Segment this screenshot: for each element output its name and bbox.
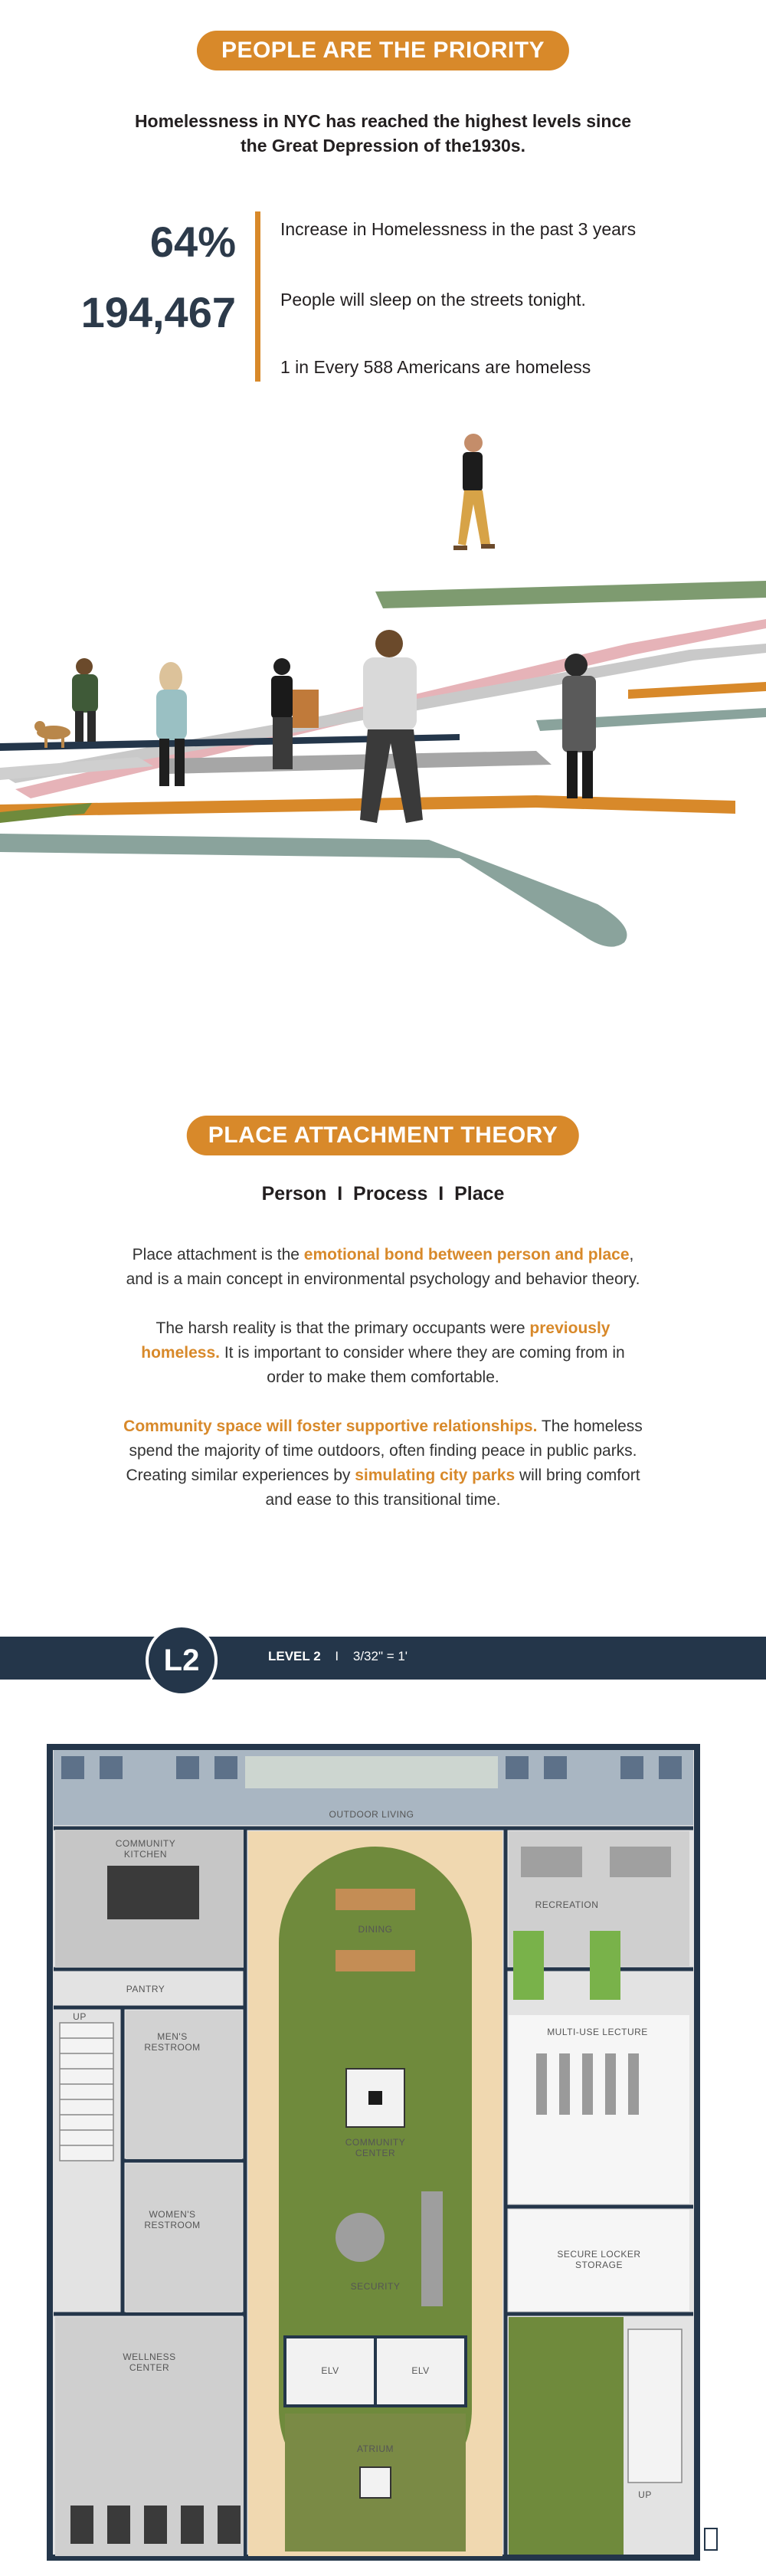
label-up-left: UP — [73, 2011, 87, 2022]
person-man-gray — [360, 630, 423, 823]
street-people-illustration — [0, 414, 766, 1088]
level-separator: I — [335, 1649, 339, 1663]
stats-divider — [255, 211, 260, 382]
stat-value-percent: 64% — [149, 218, 236, 266]
person-phone — [453, 434, 495, 550]
label-community-center-1: COMMUNITY — [345, 2137, 406, 2148]
person-with-dog — [34, 658, 98, 748]
label-secure-locker-1: SECURE LOCKER — [557, 2249, 641, 2260]
p2-highlight-2: homeless. — [141, 1344, 220, 1362]
label-wellness-center-2: CENTER — [129, 2362, 170, 2373]
p3-highlight-1: Community space will foster supportive relationships. — [123, 1417, 538, 1435]
p3-text-line3c: will bring comfort — [515, 1467, 640, 1484]
section-title-people-priority: PEOPLE ARE THE PRIORITY — [197, 31, 569, 70]
p3-text-line3a: Creating similar experiences by — [126, 1467, 355, 1484]
section-title-place-attachment: PLACE ATTACHMENT THEORY — [187, 1116, 579, 1155]
label-dining: DINING — [358, 1924, 393, 1935]
floor-plan — [0, 1732, 766, 2574]
paragraph-2-line-1 — [0, 1316, 766, 1341]
label-community-kitchen-2: KITCHEN — [123, 1849, 168, 1860]
label-security: SECURITY — [350, 2281, 401, 2292]
stat-text-ratio: 1 in Every 588 Americans are homeless — [280, 357, 591, 377]
label-up-right: UP — [638, 2489, 652, 2500]
label-outdoor-living: OUTDOOR LIVING — [329, 1809, 414, 1820]
north-arrow-icon — [705, 2528, 717, 2550]
paragraph-3-line-1 — [0, 1414, 766, 1439]
label-community-center-2: CENTER — [355, 2148, 396, 2158]
paragraph-2-line-2 — [0, 1341, 766, 1365]
subtitle-line-2: the Great Depression of the1930s. — [241, 136, 525, 156]
stat-text-increase: Increase in Homelessness in the past 3 years — [280, 219, 637, 239]
person-woman-board — [271, 658, 319, 769]
label-wellness-center-1: WELLNESS — [123, 2352, 176, 2362]
label-atrium: ATRIUM — [356, 2443, 394, 2454]
label-recreation: RECREATION — [535, 1899, 599, 1910]
paragraph-2-line-3: order to make them comfortable. — [267, 1368, 499, 1386]
p2-text-a: The harsh reality is that the primary occupants were — [155, 1319, 530, 1337]
label-mens-restroom-1: MEN'S — [157, 2031, 188, 2042]
person-process-place: Person I Process I Place — [261, 1183, 505, 1204]
stat-text-streets: People will sleep on the streets tonight. — [280, 290, 586, 310]
paragraph-3-line-4: and ease to this transitional time. — [265, 1491, 501, 1509]
p3-highlight-2: simulating city parks — [355, 1467, 516, 1484]
label-elv-2: ELV — [411, 2365, 430, 2376]
stat-value-count: 194,467 — [80, 288, 236, 336]
paragraph-3-line-3 — [0, 1463, 766, 1488]
label-womens-restroom-2: RESTROOM — [144, 2220, 201, 2230]
label-elv-1: ELV — [321, 2365, 339, 2376]
label-pantry: PANTRY — [126, 1984, 165, 1994]
level-name: LEVEL 2 — [268, 1649, 321, 1663]
level-badge: L2 — [146, 1624, 218, 1696]
p2-text-c: It is important to consider where they are coming from in — [219, 1344, 625, 1362]
p3-text-b: The homeless — [537, 1417, 643, 1435]
paragraph-1-line-1 — [0, 1243, 766, 1267]
p1-highlight: emotional bond between person and place — [303, 1246, 630, 1263]
paragraph-3-line-2: spend the majority of time outdoors, often finding peace in public parks. — [129, 1442, 637, 1460]
label-multi-use-lecture: MULTI-USE LECTURE — [547, 2027, 648, 2037]
p2-highlight-1: previously — [529, 1319, 611, 1337]
p1-text-a: Place attachment is the — [132, 1246, 304, 1263]
level-label — [268, 1649, 408, 1664]
label-secure-locker-2: STORAGE — [575, 2260, 623, 2270]
label-womens-restroom-1: WOMEN'S — [149, 2209, 196, 2220]
p1-text-c: , — [629, 1246, 634, 1263]
level-scale: 3/32" = 1' — [352, 1649, 408, 1663]
label-mens-restroom-2: RESTROOM — [144, 2042, 201, 2053]
label-community-kitchen-1: COMMUNITY — [115, 1838, 176, 1849]
subtitle-line-1: Homelessness in NYC has reached the highest levels since — [134, 111, 632, 131]
paragraph-1-line-2: and is a main concept in environmental psychology and behavior theory. — [126, 1270, 640, 1288]
